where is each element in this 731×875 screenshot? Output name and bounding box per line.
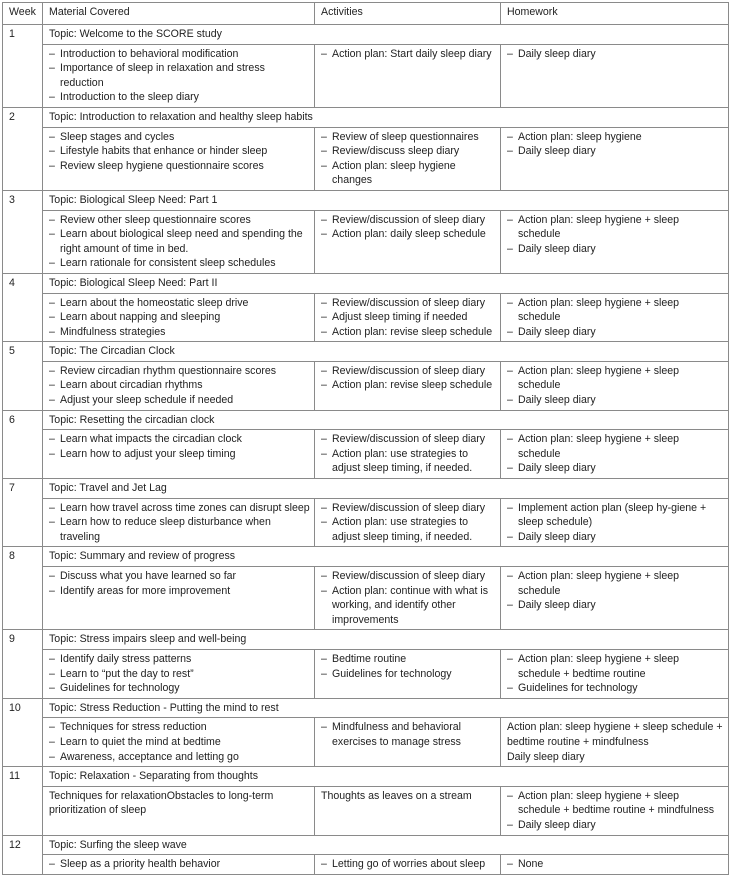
list-item: – Action plan: use strategies to adjust sleep timing, if needed. [321, 447, 496, 476]
list-item: – Action plan: use strategies to adjust sleep timing, if needed. [321, 515, 496, 544]
material-cell [43, 293, 315, 342]
week-topic: Topic: Biological Sleep Need: Part 1 [43, 190, 729, 210]
list-item: – Review of sleep questionnaires [321, 130, 496, 145]
week-content-row [3, 718, 729, 767]
week-number: 2 [3, 107, 43, 190]
material-cell-list [49, 213, 310, 271]
list-item: – Learn rationale for consistent sleep schedules [49, 256, 310, 271]
list-item: – Sleep as a priority health behavior [49, 857, 310, 872]
week-topic-row [3, 835, 729, 855]
list-item: – Daily sleep diary [507, 144, 724, 159]
homework-cell-list [507, 652, 724, 696]
list-item: – Action plan: sleep hygiene changes [321, 159, 496, 188]
list-item: – Daily sleep diary [507, 818, 724, 833]
week-topic-row [3, 767, 729, 787]
list-item: – Learn to “put the day to rest” [49, 667, 310, 682]
homework-cell [501, 44, 729, 107]
week-topic: Topic: Stress Reduction - Putting the mind to rest [43, 698, 729, 718]
homework-cell [501, 718, 729, 767]
week-content-row [3, 44, 729, 107]
week-topic: Topic: The Circadian Clock [43, 342, 729, 362]
list-item: – Action plan: sleep hygiene [507, 130, 724, 145]
week-content-row [3, 786, 729, 835]
week-content-row [3, 855, 729, 875]
week-number: 4 [3, 273, 43, 341]
list-item: – Review/discussion of sleep diary [321, 364, 496, 379]
list-item: – Daily sleep diary [507, 325, 724, 340]
activities-cell [315, 293, 501, 342]
list-item: – Action plan: continue with what is working, and identify other improvements [321, 584, 496, 628]
homework-cell-list [507, 501, 724, 545]
list-item: – Adjust sleep timing if needed [321, 310, 496, 325]
list-item: – Discuss what you have learned so far [49, 569, 310, 584]
list-item: – Adjust your sleep schedule if needed [49, 393, 310, 408]
homework-cell-list [507, 130, 724, 159]
week-number: 12 [3, 835, 43, 874]
list-item: – Review/discussion of sleep diary [321, 501, 496, 516]
list-item: – Implement action plan (sleep hy-giene + sleep schedule) [507, 501, 724, 530]
activities-cell [315, 855, 501, 875]
list-item: – Learn about biological sleep need and spending the right amount of time in bed. [49, 227, 310, 256]
week-topic: Topic: Summary and review of progress [43, 547, 729, 567]
list-item: – Action plan: sleep hygiene + sleep schedule + bedtime routine + mindfulness [507, 789, 724, 818]
week-topic-row [3, 630, 729, 650]
week-topic-row [3, 273, 729, 293]
list-item: – Action plan: revise sleep schedule [321, 378, 496, 393]
list-item: – Review circadian rhythm questionnaire scores [49, 364, 310, 379]
week-topic: Topic: Stress impairs sleep and well-being [43, 630, 729, 650]
material-cell-list [49, 501, 310, 545]
week-content-row [3, 293, 729, 342]
list-item: – Action plan: sleep hygiene + sleep schedule + bedtime routine [507, 652, 724, 681]
plain-line: Daily sleep diary [507, 750, 585, 763]
plain-line: Thoughts as leaves on a stream [321, 789, 472, 802]
header-activities: Activities [315, 3, 501, 25]
week-content-row [3, 361, 729, 410]
material-cell-list [49, 857, 310, 872]
week-topic: Topic: Surfing the sleep wave [43, 835, 729, 855]
week-topic-row [3, 107, 729, 127]
homework-cell-list [507, 47, 724, 62]
material-cell-list [49, 432, 310, 461]
activities-cell-list [321, 130, 496, 188]
homework-cell [501, 855, 729, 875]
week-number: 5 [3, 342, 43, 410]
list-item: – Identify areas for more improvement [49, 584, 310, 599]
activities-cell [315, 44, 501, 107]
list-item: – Learn about napping and sleeping [49, 310, 310, 325]
activities-cell-list [321, 652, 496, 681]
list-item: – Learn how to adjust your sleep timing [49, 447, 310, 462]
material-cell [43, 430, 315, 479]
list-item: – Review other sleep questionnaire scores [49, 213, 310, 228]
plain-line: Techniques for relaxationObstacles to long-term prioritization of sleep [49, 789, 274, 817]
list-item: – Learn how travel across time zones can disrupt sleep [49, 501, 310, 516]
activities-cell-list [321, 432, 496, 476]
list-item: – Awareness, acceptance and letting go [49, 750, 310, 765]
list-item: – Review/discussion of sleep diary [321, 432, 496, 447]
list-item: – Action plan: sleep hygiene + sleep schedule [507, 569, 724, 598]
list-item: – Learn about circadian rhythms [49, 378, 310, 393]
homework-cell [501, 361, 729, 410]
homework-cell [501, 786, 729, 835]
week-number: 3 [3, 190, 43, 273]
week-content-row [3, 498, 729, 547]
list-item: – Review/discuss sleep diary [321, 144, 496, 159]
homework-cell [501, 127, 729, 190]
header-row [3, 3, 729, 25]
material-cell-list [49, 569, 310, 598]
list-item: – Daily sleep diary [507, 461, 724, 476]
week-number: 7 [3, 479, 43, 547]
list-item: – Lifestyle habits that enhance or hinder sleep [49, 144, 310, 159]
week-number: 8 [3, 547, 43, 630]
list-item: – Techniques for stress reduction [49, 720, 310, 735]
homework-cell-list [507, 569, 724, 613]
week-topic: Topic: Introduction to relaxation and healthy sleep habits [43, 107, 729, 127]
week-topic: Topic: Biological Sleep Need: Part II [43, 273, 729, 293]
week-topic-row [3, 410, 729, 430]
week-topic: Topic: Resetting the circadian clock [43, 410, 729, 430]
homework-cell-list [507, 789, 724, 833]
list-item: – None [507, 857, 724, 872]
activities-cell-list [321, 857, 496, 872]
material-cell-list [49, 130, 310, 174]
week-topic: Topic: Relaxation - Separating from thoughts [43, 767, 729, 787]
week-topic: Topic: Travel and Jet Lag [43, 479, 729, 499]
material-cell [43, 567, 315, 630]
list-item: – Guidelines for technology [49, 681, 310, 696]
list-item: – Review sleep hygiene questionnaire scores [49, 159, 310, 174]
list-item: – Daily sleep diary [507, 598, 724, 613]
list-item: – Action plan: sleep hygiene + sleep schedule [507, 364, 724, 393]
activities-cell [315, 498, 501, 547]
week-content-row [3, 210, 729, 273]
week-number: 1 [3, 25, 43, 108]
week-content-row [3, 649, 729, 698]
week-content-row [3, 430, 729, 479]
week-number: 6 [3, 410, 43, 478]
list-item: – Guidelines for technology [507, 681, 724, 696]
activities-cell-list [321, 720, 496, 749]
list-item: – Action plan: revise sleep schedule [321, 325, 496, 340]
activities-cell-list [321, 364, 496, 393]
material-cell-list [49, 296, 310, 340]
list-item: – Learn how to reduce sleep disturbance when traveling [49, 515, 310, 544]
material-cell [43, 649, 315, 698]
plain-line: Action plan: sleep hygiene + sleep schedule + bedtime routine + mindfulness [507, 721, 723, 748]
material-cell-list [49, 364, 310, 408]
material-cell [43, 127, 315, 190]
list-item: – Mindfulness strategies [49, 325, 310, 340]
week-topic-row [3, 698, 729, 718]
homework-cell [501, 430, 729, 479]
activities-cell [315, 127, 501, 190]
header-homework: Homework [501, 3, 729, 25]
week-number: 9 [3, 630, 43, 698]
activities-cell [315, 649, 501, 698]
activities-cell-list [321, 569, 496, 627]
week-topic-row [3, 342, 729, 362]
homework-cell-list [507, 296, 724, 340]
list-item: – Sleep stages and cycles [49, 130, 310, 145]
material-cell-list [49, 652, 310, 696]
material-cell-list [49, 47, 310, 105]
homework-cell [501, 567, 729, 630]
list-item: – Daily sleep diary [507, 47, 724, 62]
activities-cell [315, 361, 501, 410]
week-number: 10 [3, 698, 43, 766]
header-material: Material Covered [43, 3, 315, 25]
list-item: – Daily sleep diary [507, 393, 724, 408]
material-cell [43, 855, 315, 875]
activities-cell-list [321, 296, 496, 340]
material-cell [43, 718, 315, 767]
list-item: – Mindfulness and behavioral exercises to manage stress [321, 720, 496, 749]
list-item: – Identify daily stress patterns [49, 652, 310, 667]
material-cell [43, 361, 315, 410]
list-item: – Review/discussion of sleep diary [321, 213, 496, 228]
list-item: – Bedtime routine [321, 652, 496, 667]
list-item: – Letting go of worries about sleep [321, 857, 496, 872]
activities-cell [315, 567, 501, 630]
list-item: – Introduction to the sleep diary [49, 90, 310, 105]
list-item: – Review/discussion of sleep diary [321, 569, 496, 584]
homework-cell [501, 649, 729, 698]
material-cell [43, 498, 315, 547]
material-cell-list [49, 720, 310, 764]
list-item: – Action plan: sleep hygiene + sleep schedule [507, 432, 724, 461]
schedule-body [3, 25, 729, 875]
activities-cell [315, 430, 501, 479]
homework-cell-list [507, 213, 724, 257]
homework-cell [501, 498, 729, 547]
list-item: – Learn to quiet the mind at bedtime [49, 735, 310, 750]
activities-cell [315, 718, 501, 767]
list-item: – Action plan: sleep hygiene + sleep schedule [507, 296, 724, 325]
list-item: – Importance of sleep in relaxation and stress reduction [49, 61, 310, 90]
material-cell [43, 786, 315, 835]
list-item: – Action plan: Start daily sleep diary [321, 47, 496, 62]
list-item: – Learn what impacts the circadian clock [49, 432, 310, 447]
list-item: – Action plan: sleep hygiene + sleep schedule [507, 213, 724, 242]
homework-cell [501, 210, 729, 273]
activities-cell [315, 210, 501, 273]
activities-cell-list [321, 501, 496, 545]
homework-cell-list [507, 857, 724, 872]
week-topic-row [3, 190, 729, 210]
material-cell [43, 44, 315, 107]
week-topic-row [3, 547, 729, 567]
week-topic-row [3, 25, 729, 45]
header-week: Week [3, 3, 43, 25]
week-topic-row [3, 479, 729, 499]
list-item: – Introduction to behavioral modification [49, 47, 310, 62]
activities-cell [315, 786, 501, 835]
list-item: – Daily sleep diary [507, 530, 724, 545]
week-content-row [3, 567, 729, 630]
homework-cell [501, 293, 729, 342]
week-content-row [3, 127, 729, 190]
week-topic: Topic: Welcome to the SCORE study [43, 25, 729, 45]
homework-cell-list [507, 432, 724, 476]
activities-cell-list [321, 47, 496, 62]
activities-cell-list [321, 213, 496, 242]
list-item: – Daily sleep diary [507, 242, 724, 257]
list-item: – Action plan: daily sleep schedule [321, 227, 496, 242]
list-item: – Review/discussion of sleep diary [321, 296, 496, 311]
material-cell [43, 210, 315, 273]
session-schedule-table [2, 2, 729, 875]
list-item: – Learn about the homeostatic sleep drive [49, 296, 310, 311]
homework-cell-list [507, 364, 724, 408]
list-item: – Guidelines for technology [321, 667, 496, 682]
week-number: 11 [3, 767, 43, 835]
